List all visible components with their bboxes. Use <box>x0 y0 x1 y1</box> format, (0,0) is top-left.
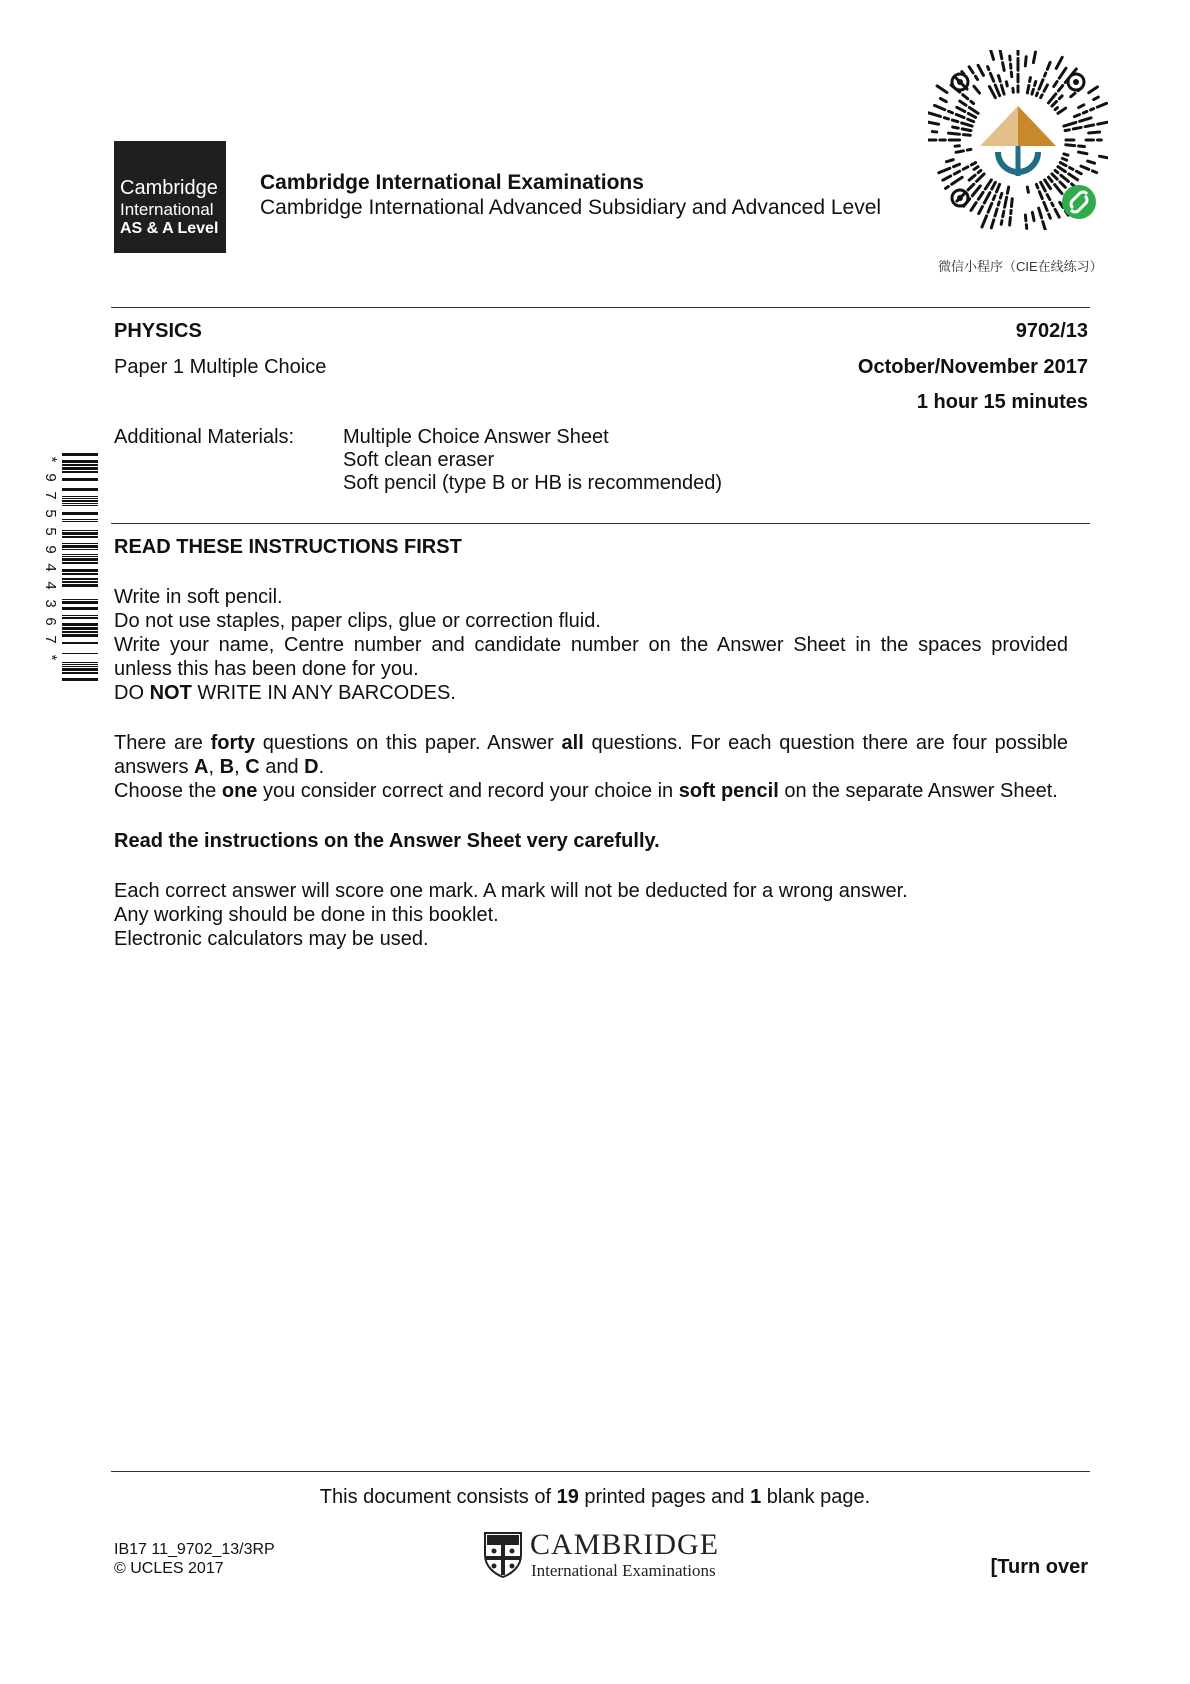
barcode-bar <box>62 664 98 665</box>
qr-ray-segment <box>1000 51 1002 59</box>
qr-ray-segment <box>952 177 962 184</box>
qr-ray-segment <box>974 86 980 93</box>
barcode-bar <box>62 467 98 470</box>
qr-ray-segment <box>1044 85 1047 91</box>
qr-ray-segment <box>928 113 940 117</box>
qr-ray-segment <box>1080 118 1091 121</box>
qr-ray-segment <box>967 149 971 150</box>
qr-ray-segment <box>1045 73 1046 76</box>
qr-ray-segment <box>975 76 977 79</box>
cambridge-shield-icon <box>483 1531 523 1578</box>
qr-ray-segment <box>1091 109 1094 110</box>
qr-ray-segment <box>1064 154 1068 155</box>
qr-ray-segment <box>1039 208 1042 218</box>
mini-program-link-icon <box>1062 185 1096 219</box>
qr-ray-segment <box>1041 95 1042 98</box>
qr-ray-segment <box>1052 174 1057 179</box>
qr-ray-segment <box>1059 96 1062 99</box>
qr-ray-segment <box>1047 62 1050 69</box>
cambridge-sub-wordmark: International Examinations <box>531 1561 716 1580</box>
barcode-bar <box>62 631 98 633</box>
qr-ray-segment <box>1092 171 1096 173</box>
barcode-bar <box>62 554 98 555</box>
qr-ray-segment <box>1005 197 1007 207</box>
barcode-bar <box>62 562 98 564</box>
qr-ray-segment <box>1085 125 1094 127</box>
qr-ray-segment <box>969 107 978 113</box>
qr-ray-segment <box>1062 158 1066 160</box>
qr-ray-segment <box>971 101 974 103</box>
answer-sheet-notice: Read the instructions on the Answer Sheet very carefully. <box>114 830 660 852</box>
exam-session: October/November 2017 <box>857 356 1088 378</box>
barcode-bar <box>62 569 98 572</box>
qr-ray-segment <box>962 123 972 126</box>
barcode-bar <box>62 543 98 544</box>
qr-ray-segment <box>1076 171 1081 174</box>
qr-ray-segment <box>972 186 980 196</box>
qr-ray-segment <box>949 111 953 113</box>
material-item: Soft clean eraser <box>343 449 495 471</box>
qr-ray-segment <box>977 174 984 181</box>
qr-ray-segment <box>1055 185 1062 194</box>
qr-ray-segment <box>979 207 983 214</box>
barcode-text: * 9 7 5 5 9 4 4 3 6 7 * <box>41 455 58 663</box>
barcode-bar <box>62 666 98 667</box>
qr-ray-segment <box>1070 168 1073 170</box>
barcode-bar <box>62 556 98 557</box>
qr-ray-segment <box>957 107 965 111</box>
barcode-bar <box>62 549 98 550</box>
footer-divider <box>111 1471 1090 1472</box>
qr-ray-segment <box>1088 161 1095 163</box>
qr-ray-segment <box>1003 63 1005 71</box>
qr-ray-segment <box>954 164 960 166</box>
qr-ray-segment <box>1059 68 1066 78</box>
barcode-bar <box>62 668 98 671</box>
qr-ray-segment <box>943 176 951 180</box>
barcode-bar <box>62 496 98 497</box>
qr-ray-segment <box>998 202 999 205</box>
barcode-bar <box>62 530 98 531</box>
subject-name: PHYSICS <box>114 320 202 342</box>
qr-ray-segment <box>928 122 939 124</box>
barcode-bar <box>62 642 98 644</box>
barcode-bar <box>62 617 98 619</box>
barcode-bar <box>62 662 98 663</box>
qr-ray-segment <box>1045 180 1051 189</box>
qr-ray-segment <box>990 73 993 81</box>
qr-ray-segment <box>996 184 999 192</box>
qr-ray-segment <box>1089 87 1098 93</box>
qr-ray-segment <box>1041 182 1046 191</box>
barcode-bar <box>62 460 98 463</box>
qr-ray-segment <box>1058 85 1062 90</box>
logo-line-1: Cambridge <box>120 177 218 199</box>
qr-ray-segment <box>992 182 996 189</box>
mini-program-qr-code[interactable] <box>928 50 1108 230</box>
qr-ray-segment <box>969 67 973 73</box>
barcode-bar <box>62 578 98 580</box>
additional-materials-label: Additional Materials: <box>114 426 295 448</box>
qr-ray-segment <box>1079 152 1087 154</box>
barcode-bar <box>62 532 98 535</box>
qr-ray-segment <box>1054 82 1057 87</box>
barcode-bar <box>62 471 98 473</box>
qr-ray-segment <box>1055 170 1058 172</box>
logo-line-3: AS & A Level <box>120 219 219 237</box>
qr-ray-segment <box>946 160 953 162</box>
qr-ray-segment <box>1044 202 1047 210</box>
barcode-bar <box>62 601 98 604</box>
instructions-heading: READ THESE INSTRUCTIONS FIRST <box>114 536 462 558</box>
qr-ray-segment <box>1047 195 1050 200</box>
qr-ray-segment <box>1098 122 1108 124</box>
qr-ray-segment <box>991 220 993 228</box>
qr-ray-segment <box>1001 85 1004 94</box>
barcode-bar <box>62 584 98 587</box>
qr-ray-segment <box>1001 221 1002 225</box>
barcode-bar <box>62 521 98 522</box>
instruction-line: Write your name, Centre number and candidate number on the Answer Sheet in the spaces provided unless this has been done for you. <box>114 634 1068 680</box>
additional-materials-list <box>343 426 722 495</box>
instruction-line: Any working should be done in this booklet. <box>114 904 499 926</box>
qr-ray-segment <box>1065 130 1069 131</box>
barcode-bar <box>62 512 98 515</box>
instruction-line: Each correct answer will score one mark. A mark will not be deducted for a wrong answer. <box>114 880 908 902</box>
qr-ray-segment <box>944 118 948 119</box>
barcode-bar <box>62 503 98 504</box>
qr-ray-segment <box>1006 82 1007 86</box>
qr-ray-segment <box>1007 187 1008 193</box>
qr-ray-segment <box>1033 52 1035 63</box>
qr-ray-segment <box>1043 222 1046 230</box>
instruction-line: DO NOT WRITE IN ANY BARCODES. <box>114 682 456 704</box>
qr-ray-segment <box>1032 89 1033 94</box>
qr-ray-segment <box>995 209 997 216</box>
qr-ray-segment <box>1011 199 1012 207</box>
qr-ray-segment <box>1079 146 1085 147</box>
qr-ray-segment <box>1035 82 1036 86</box>
qr-ray-segment <box>962 129 971 131</box>
qr-ray-segment <box>971 163 975 165</box>
barcode-bar <box>62 505 98 506</box>
qr-ray-segment <box>1027 85 1028 92</box>
qr-ray-segment <box>934 105 944 109</box>
qr-ray-segment <box>1010 218 1011 225</box>
barcode-bar <box>62 519 98 520</box>
cambridge-wordmark: CAMBRIDGE <box>530 1528 720 1561</box>
qr-ray-segment <box>971 203 976 211</box>
qr-ray-segment <box>968 119 974 121</box>
qr-ray-segment <box>991 50 994 59</box>
qr-ray-segment <box>982 216 987 227</box>
qr-ray-segment <box>1027 187 1028 192</box>
qr-ray-segment <box>956 151 963 152</box>
qr-ray-segment <box>960 101 966 105</box>
qr-ray-segment <box>1058 167 1066 172</box>
material-item: Multiple Choice Answer Sheet <box>343 426 609 448</box>
barcode-bar <box>62 627 98 630</box>
qr-ray-segment <box>1099 156 1108 158</box>
instruction-line: Write in soft pencil. <box>114 586 283 608</box>
barcode-bar <box>62 545 98 548</box>
barcode-bar <box>62 599 98 600</box>
qr-ray-segment <box>1058 108 1066 113</box>
barcode-bar <box>62 536 98 538</box>
qr-ray-segment <box>948 133 959 134</box>
qr-ray-segment <box>940 99 946 102</box>
qr-ray-segment <box>1097 103 1106 107</box>
barcode-bars <box>62 453 98 681</box>
reference-code: IB17 11_9702_13/3RP <box>114 1541 275 1558</box>
qr-ray-segment <box>946 187 949 189</box>
barcode-bar <box>62 488 98 491</box>
barcode-bar <box>62 615 98 616</box>
board-subtitle: Cambridge International Advanced Subsidiary and Advanced Level <box>260 196 882 219</box>
qr-ray-segment <box>956 114 964 117</box>
header-divider <box>111 307 1090 308</box>
instruction-line: Choose the one you consider correct and record your choice in soft pencil on the separate Answer Sheet. <box>114 780 1058 802</box>
barcode-bar <box>62 500 98 502</box>
barcode-bar <box>62 573 98 575</box>
qr-ray-segment <box>1039 192 1042 199</box>
qr-ray-segment <box>978 65 983 75</box>
qr-ray-segment <box>1061 175 1069 181</box>
candidate-barcode <box>40 451 100 683</box>
barcode-bar <box>62 623 98 626</box>
instruction-line: There are forty questions on this paper. Answer all questions. For each question there are four possible answers A, B, C and D. <box>114 732 1069 778</box>
barcode-bar <box>62 581 98 583</box>
instructions-divider <box>111 523 1090 524</box>
qr-ray-segment <box>998 76 1000 82</box>
qr-ray-segment <box>1052 101 1057 106</box>
qr-ray-segment <box>1071 93 1075 96</box>
instruction-line: Do not use staples, paper clips, glue or correction fluid. <box>114 610 601 632</box>
barcode-bar <box>62 498 98 499</box>
barcode-bar <box>62 653 98 654</box>
qr-ray-segment <box>1060 182 1065 187</box>
qr-ray-segment <box>1074 114 1079 116</box>
page-count-statement: This document consists of 19 printed pages and 1 blank page. <box>319 1486 871 1508</box>
qr-ray-segment <box>968 184 974 190</box>
barcode-bar <box>62 607 98 610</box>
qr-ray-segment <box>1030 78 1031 82</box>
qr-ray-segment <box>1060 163 1066 166</box>
qr-ray-segment <box>1048 177 1052 181</box>
qr-ray-segment <box>1073 127 1081 129</box>
qr-ray-segment <box>988 203 992 212</box>
board-title: Cambridge International Examinations <box>260 171 644 194</box>
qr-ray-segment <box>969 175 975 180</box>
document-reference <box>114 1540 275 1578</box>
qr-ray-segment <box>963 95 968 99</box>
qr-ray-segment <box>963 167 968 170</box>
qr-ray-segment <box>1036 184 1037 188</box>
qr-ray-segment <box>1049 214 1051 218</box>
qr-ray-segment <box>1089 132 1100 133</box>
qr-ray-segment <box>954 171 959 174</box>
qr-ray-segment <box>993 196 995 200</box>
qr-ray-segment <box>1039 80 1043 89</box>
qr-ray-segment <box>1056 57 1062 68</box>
qr-ray-segment <box>1081 166 1089 169</box>
barcode-bar <box>62 478 98 481</box>
qr-ray-segment <box>1025 215 1026 221</box>
qr-ray-segment <box>978 192 983 199</box>
qr-ray-segment <box>1055 209 1059 217</box>
qr-ray-segment <box>1066 145 1075 146</box>
qr-ray-segment <box>1069 174 1078 180</box>
qr-ray-segment <box>1055 108 1057 110</box>
qr-ray-segment <box>953 127 959 128</box>
material-item: Soft pencil (type B or HB is recommended) <box>343 472 723 494</box>
barcode-bar <box>62 672 98 674</box>
qr-ray-segment <box>989 87 995 98</box>
qr-ray-segment <box>974 167 978 170</box>
qr-ray-segment <box>985 180 991 189</box>
logo-line-2: International <box>120 200 214 219</box>
qr-ray-segment <box>1083 111 1087 113</box>
qr-ray-segment <box>1052 203 1053 206</box>
qr-ray-segment <box>939 168 950 173</box>
instructions-block <box>114 535 1068 951</box>
paper-name: Paper 1 Multiple Choice <box>114 356 327 378</box>
turn-over-label: [Turn over <box>990 1556 1088 1578</box>
qr-ray-segment <box>952 120 958 122</box>
qr-ray-segment <box>968 113 975 117</box>
qr-ray-segment <box>1003 211 1004 217</box>
barcode-bar <box>62 453 98 456</box>
barcode-bar <box>62 558 98 561</box>
qr-ray-segment <box>978 170 981 172</box>
qr-ray-segment <box>995 85 999 96</box>
qr-caption: 微信小程序（CIE在线练习） <box>938 259 1103 274</box>
exam-duration: 1 hour 15 minutes <box>916 391 1088 413</box>
qr-ray-segment <box>1094 97 1099 99</box>
syllabus-code: 9702/13 <box>1015 320 1088 342</box>
barcode-bar <box>62 634 98 637</box>
qr-ray-segment <box>1036 93 1037 96</box>
qr-ray-segment <box>1079 105 1084 108</box>
qr-ray-segment <box>963 135 970 136</box>
qr-ray-segment <box>1000 193 1001 198</box>
qr-ray-segment <box>984 193 990 203</box>
qr-ray-segment <box>1064 122 1076 126</box>
barcode-bar <box>62 678 98 681</box>
barcode-bar <box>62 464 98 466</box>
copyright-notice: © UCLES 2017 <box>114 1560 224 1577</box>
cambridge-as-a-level-logo <box>114 141 226 253</box>
qr-ray-segment <box>1025 57 1026 66</box>
qr-ray-segment <box>937 86 947 93</box>
qr-ray-segment <box>1032 212 1034 220</box>
instruction-line: Electronic calculators may be used. <box>114 928 429 950</box>
qr-ray-segment <box>988 67 989 70</box>
